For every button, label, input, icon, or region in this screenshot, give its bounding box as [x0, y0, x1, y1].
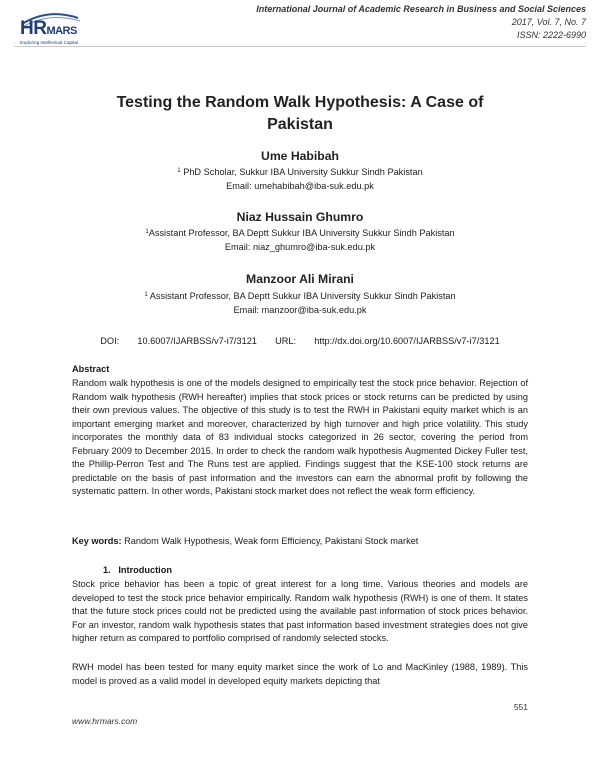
url-link[interactable]: http://dx.doi.org/10.6007/IJARBSS/v7-i7/3121 [314, 336, 500, 346]
keywords-line [72, 535, 528, 549]
logo-tagline: Exploring Intellectual Capital [20, 40, 78, 45]
abstract-heading: Abstract [72, 364, 110, 374]
paper-title [60, 92, 540, 136]
author-email[interactable]: Email: niaz_ghumro@iba-suk.edu.pk [224, 242, 376, 252]
publisher-logo [18, 10, 94, 50]
footer-website[interactable]: www.hrmars.com [72, 716, 138, 726]
author-name: Manzoor Ali Mirani [246, 272, 354, 286]
section-heading: 1. Introduction [103, 565, 172, 575]
keywords-value: Random Walk Hypothesis, Weak form Efficiency, Pakistani Stock market [121, 536, 419, 546]
header-divider [14, 46, 586, 47]
title-line-2: Pakistan [267, 116, 333, 133]
keywords-label: Key words: [72, 536, 122, 546]
author-affiliation: $^1$Assistant Professor, BA Deptt Sukkur IBA University Sukkur Sindh Pakistan [145, 228, 455, 238]
author-name: Ume Habibah [261, 149, 339, 163]
abstract-body: Random walk hypothesis is one of the models designed to empirically test the stock price behavior. Rejection of Random walk hypothesis (RWH hereafter) implies that stock prices or stock returns can be predicted by using their own previous values. The objective of this study is to test the RWH in Pakistani equity market which is an important emerging market and moreover, characterized by high turnover and high price volatility. This study incorporates the monthly data of 83 individual stocks categorized in 26 sector, covering the period from February 2009 to December 2015. In order to check the random walk hypothesis Augmented Dickey Fuller test, the Phillip-Perron Test and The Runs test are applied. Findings suggest that the KSE-100 stock returns are predictable on the basis of past information and the investors can earn the abnormal profit by following the systematic pattern. In other words, Pakistani stock market does not reflect the weak form efficiency. [72, 378, 528, 496]
affiliation-marker: 1 [144, 292, 148, 298]
journal-name: International Journal of Academic Research in Business and Social Sciences [256, 4, 586, 14]
doi-line [40, 336, 560, 346]
journal-volume: 2017, Vol. 7, No. 7 [511, 17, 586, 27]
doi-label: DOI: [100, 336, 120, 346]
author-affiliation: $^1$ Assistant Professor, BA Deptt Sukkur IBA University Sukkur Sindh Pakistan [144, 291, 456, 301]
affiliation-marker: 1 [145, 229, 149, 235]
journal-issn: ISSN: 2222-6990 [516, 30, 586, 40]
journal-info [166, 3, 586, 42]
doi-link[interactable]: 10.6007/IJARBSS/v7-i7/3121 [137, 336, 257, 346]
intro-paragraph-1: Stock price behavior has been a topic of great interest for a long time. Various theories and models are developed to test the stock price behavior empirically. Random walk hypothesis (RWH) is one of them. It states that the future stock prices could not be predicted using the available past information of stock prices behavior. For an investor, random walk hypothesis states that past information based investment strategies does not give higher return as compared to portfolio comprised of randomly selected stocks. [72, 579, 528, 643]
author-name: Niaz Hussain Ghumro [236, 210, 364, 224]
title-line-1: Testing the Random Walk Hypothesis: A Case of [116, 94, 484, 111]
author-email[interactable]: Email: manzoor@iba-suk.edu.pk [233, 305, 367, 315]
affiliation-marker: 1 [177, 168, 181, 174]
url-label: URL: [275, 336, 297, 346]
intro-paragraph-2: RWH model has been tested for many equity market since the work of Lo and MacKinley (1988, 1989). This model is proved as a valid model in developed equity markets depicting that [72, 662, 528, 686]
page-number: 551 [513, 702, 528, 712]
logo-text: HRMARS [20, 18, 77, 39]
author-affiliation: $^1$ PhD Scholar, Sukkur IBA University Sukkur Sindh Pakistan [177, 167, 423, 177]
author-email[interactable]: Email: umehabibah@iba-suk.edu.pk [226, 181, 374, 191]
